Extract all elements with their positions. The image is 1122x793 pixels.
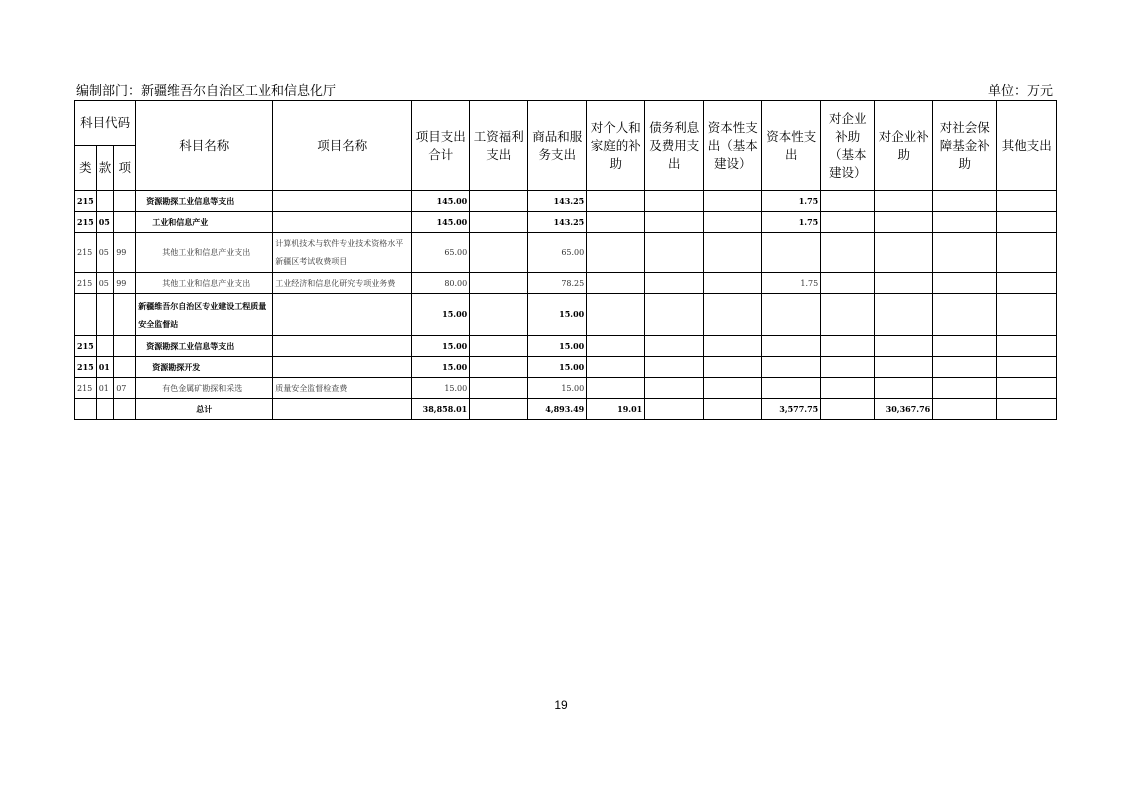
cell-lei: 215: [75, 357, 97, 378]
cell-c11: [997, 233, 1057, 273]
cell-kuan: 01: [96, 378, 114, 399]
cell-c1: 80.00: [412, 273, 470, 294]
cell-c3: 78.25: [528, 273, 587, 294]
cell-c4: [587, 191, 645, 212]
col-xiang: 项: [114, 146, 136, 191]
col-project-total: 项目支出合计: [412, 101, 470, 191]
cell-c7: [762, 233, 821, 273]
cell-kuan: 05: [96, 273, 114, 294]
cell-kuan: 05: [96, 233, 114, 273]
cell-c4: [587, 212, 645, 233]
cell-lei: 215: [75, 191, 97, 212]
cell-c5: [645, 273, 704, 294]
cell-c9: 30,367.76: [875, 399, 933, 420]
cell-c11: [997, 191, 1057, 212]
cell-c3: 15.00: [528, 294, 587, 336]
cell-c2: [470, 273, 528, 294]
cell-c10: [933, 378, 997, 399]
department-label: 编制部门：新疆维吾尔自治区工业和信息化厅: [76, 84, 337, 99]
col-wages: 工资福利支出: [470, 101, 528, 191]
table-row: [75, 294, 1057, 336]
cell-c3: 65.00: [528, 233, 587, 273]
cell-c10: [933, 294, 997, 336]
cell-project: [273, 399, 412, 420]
cell-xiang: [114, 212, 136, 233]
cell-c5: [645, 336, 704, 357]
cell-c6: [704, 233, 762, 273]
table-row: [75, 357, 1057, 378]
col-kuan: 款: [96, 146, 114, 191]
cell-c10: [933, 399, 997, 420]
cell-c10: [933, 357, 997, 378]
cell-c8: [821, 233, 875, 273]
cell-c5: [645, 191, 704, 212]
cell-c9: [875, 273, 933, 294]
col-household-subsidy: 对个人和家庭的补助: [587, 101, 645, 191]
cell-c11: [997, 336, 1057, 357]
table-row: [75, 378, 1057, 399]
table-row: [75, 273, 1057, 294]
cell-xiang: [114, 191, 136, 212]
cell-c8: [821, 212, 875, 233]
col-lei: 类: [75, 146, 97, 191]
cell-c9: [875, 336, 933, 357]
cell-subject: 资源勘探开发: [136, 357, 273, 378]
cell-c6: [704, 294, 762, 336]
cell-project: [273, 212, 412, 233]
cell-lei: 215: [75, 233, 97, 273]
cell-c4: 19.01: [587, 399, 645, 420]
cell-c4: [587, 233, 645, 273]
cell-c8: [821, 191, 875, 212]
cell-c5: [645, 294, 704, 336]
cell-c1: 145.00: [412, 191, 470, 212]
cell-c1: 15.00: [412, 378, 470, 399]
cell-c1: 15.00: [412, 357, 470, 378]
cell-c3: 15.00: [528, 378, 587, 399]
cell-c11: [997, 294, 1057, 336]
cell-c2: [470, 233, 528, 273]
cell-c10: [933, 336, 997, 357]
col-enterprise-basic: 对企业补助（基本建设）: [821, 101, 875, 191]
col-goods-services: 商品和服务支出: [528, 101, 587, 191]
cell-lei: [75, 294, 97, 336]
cell-c6: [704, 336, 762, 357]
table-row: [75, 212, 1057, 233]
unit-label: 单位：万元: [987, 84, 1053, 99]
cell-kuan: [96, 336, 114, 357]
cell-lei: 215: [75, 378, 97, 399]
cell-subject: 新疆维吾尔自治区专业建设工程质量安全监督站: [136, 294, 273, 336]
cell-c7: [762, 336, 821, 357]
cell-c1: 65.00: [412, 233, 470, 273]
cell-c7: 1.75: [762, 212, 821, 233]
cell-kuan: 01: [96, 357, 114, 378]
cell-c1: 15.00: [412, 336, 470, 357]
cell-c1: 15.00: [412, 294, 470, 336]
cell-c3: 4,893.49: [528, 399, 587, 420]
table-row: [75, 233, 1057, 273]
cell-c4: [587, 378, 645, 399]
cell-c8: [821, 294, 875, 336]
cell-c11: [997, 399, 1057, 420]
cell-c5: [645, 233, 704, 273]
cell-c2: [470, 399, 528, 420]
budget-table: [74, 100, 1057, 420]
cell-c5: [645, 378, 704, 399]
cell-c9: [875, 357, 933, 378]
cell-c8: [821, 357, 875, 378]
cell-c9: [875, 233, 933, 273]
cell-c2: [470, 212, 528, 233]
cell-subject: 工业和信息产业: [136, 212, 273, 233]
cell-xiang: 99: [114, 273, 136, 294]
col-code-group: 科目代码: [75, 101, 136, 146]
cell-c4: [587, 294, 645, 336]
col-capital: 资本性支出: [762, 101, 821, 191]
cell-c3: 15.00: [528, 357, 587, 378]
col-enterprise: 对企业补助: [875, 101, 933, 191]
col-debt-interest: 债务利息及费用支出: [645, 101, 704, 191]
cell-lei: [75, 399, 97, 420]
cell-project: [273, 191, 412, 212]
cell-c1: 145.00: [412, 212, 470, 233]
cell-kuan: [96, 399, 114, 420]
cell-c5: [645, 357, 704, 378]
table-row-total: [75, 399, 1057, 420]
cell-subject: 有色金属矿勘探和采选: [136, 378, 273, 399]
cell-project: [273, 336, 412, 357]
col-subject-name: 科目名称: [136, 101, 273, 191]
cell-c3: 15.00: [528, 336, 587, 357]
cell-c7: [762, 357, 821, 378]
cell-c9: [875, 378, 933, 399]
cell-project: [273, 294, 412, 336]
cell-c6: [704, 357, 762, 378]
cell-c10: [933, 273, 997, 294]
cell-c7: [762, 294, 821, 336]
cell-c9: [875, 212, 933, 233]
cell-c7: 1.75: [762, 273, 821, 294]
cell-c6: [704, 212, 762, 233]
cell-xiang: 07: [114, 378, 136, 399]
cell-xiang: 99: [114, 233, 136, 273]
cell-subject: 其他工业和信息产业支出: [136, 233, 273, 273]
cell-c4: [587, 357, 645, 378]
cell-c7: 3,577.75: [762, 399, 821, 420]
cell-c6: [704, 191, 762, 212]
cell-c8: [821, 336, 875, 357]
cell-c5: [645, 212, 704, 233]
cell-xiang: [114, 336, 136, 357]
cell-c10: [933, 233, 997, 273]
cell-subject: 其他工业和信息产业支出: [136, 273, 273, 294]
cell-c8: [821, 378, 875, 399]
cell-c6: [704, 378, 762, 399]
cell-c4: [587, 273, 645, 294]
cell-kuan: 05: [96, 212, 114, 233]
cell-xiang: [114, 357, 136, 378]
table-row: [75, 191, 1057, 212]
table-row: [75, 336, 1057, 357]
cell-c5: [645, 399, 704, 420]
cell-subject: 总计: [136, 399, 273, 420]
cell-c11: [997, 357, 1057, 378]
cell-c9: [875, 191, 933, 212]
cell-c3: 143.25: [528, 212, 587, 233]
cell-c1: 38,858.01: [412, 399, 470, 420]
cell-c4: [587, 336, 645, 357]
cell-xiang: [114, 294, 136, 336]
col-other: 其他支出: [997, 101, 1057, 191]
cell-c6: [704, 399, 762, 420]
cell-kuan: [96, 191, 114, 212]
cell-c2: [470, 357, 528, 378]
cell-project: 工业经济和信息化研究专项业务费: [273, 273, 412, 294]
col-social-security: 对社会保障基金补助: [933, 101, 997, 191]
cell-c8: [821, 399, 875, 420]
cell-subject: 资源勘探工业信息等支出: [136, 191, 273, 212]
cell-lei: 215: [75, 273, 97, 294]
cell-project: [273, 357, 412, 378]
cell-c11: [997, 378, 1057, 399]
cell-lei: 215: [75, 212, 97, 233]
col-project-name: 项目名称: [273, 101, 412, 191]
cell-c2: [470, 378, 528, 399]
cell-lei: 215: [75, 336, 97, 357]
cell-c9: [875, 294, 933, 336]
cell-c2: [470, 336, 528, 357]
cell-project: 计算机技术与软件专业技术资格水平新疆区考试收费项目: [273, 233, 412, 273]
cell-c2: [470, 191, 528, 212]
cell-subject: 资源勘探工业信息等支出: [136, 336, 273, 357]
cell-c10: [933, 191, 997, 212]
cell-c11: [997, 273, 1057, 294]
col-capital-basic: 资本性支出（基本建设）: [704, 101, 762, 191]
cell-c8: [821, 273, 875, 294]
cell-c10: [933, 212, 997, 233]
cell-xiang: [114, 399, 136, 420]
cell-c6: [704, 273, 762, 294]
cell-kuan: [96, 294, 114, 336]
header-row-1: [75, 101, 1057, 146]
page-number: 19: [554, 698, 568, 712]
cell-c7: [762, 378, 821, 399]
cell-c11: [997, 212, 1057, 233]
cell-c2: [470, 294, 528, 336]
cell-c3: 143.25: [528, 191, 587, 212]
cell-c7: 1.75: [762, 191, 821, 212]
cell-project: 质量安全监督检查费: [273, 378, 412, 399]
